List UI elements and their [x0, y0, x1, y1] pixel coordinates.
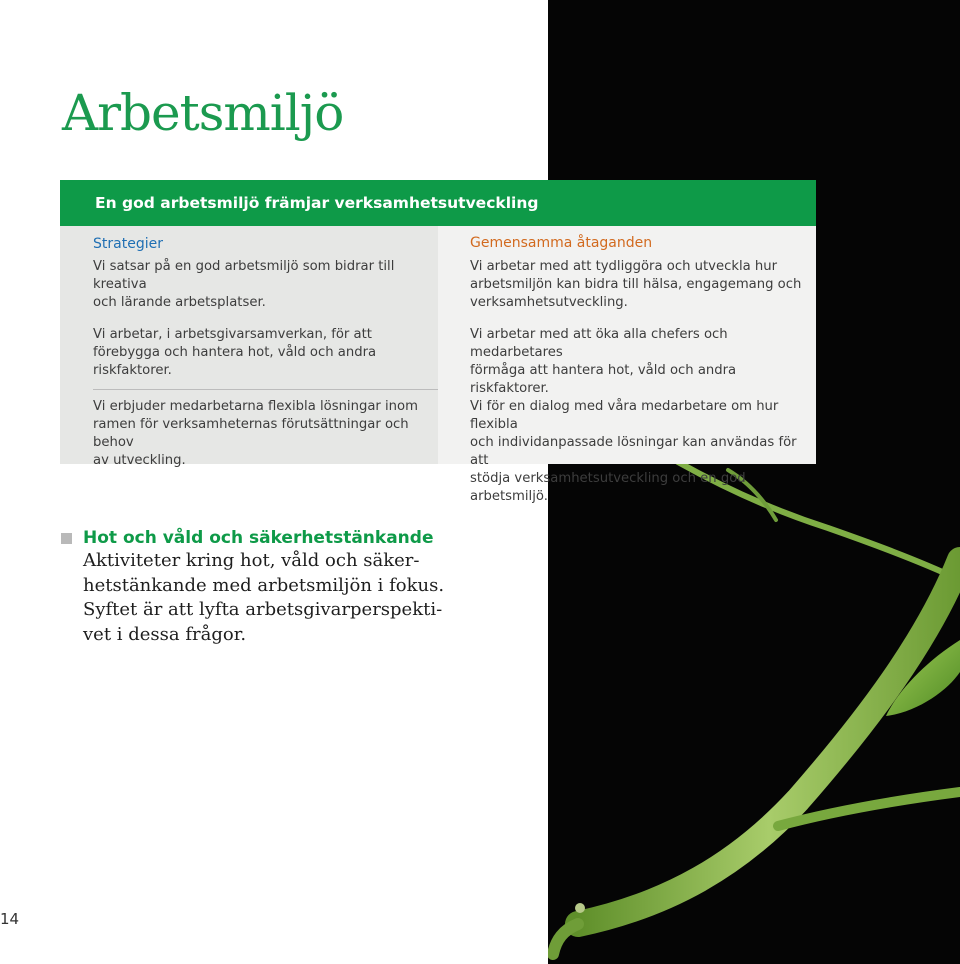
strategies-heading: Strategier: [93, 236, 163, 252]
section-body: Aktiviteter kring hot, våld och säker- hetstänkande med arbetsmiljön i fokus. Syftet är att lyfta arbetsgivarperspekti- vet i dessa frågor.: [83, 550, 445, 645]
commitments-heading: Gemensamma åtaganden: [470, 235, 653, 251]
page-number: 14: [0, 910, 20, 928]
commitments-column: [438, 226, 816, 504]
strategy-paragraph: Vi arbetar, i arbetsgivarsamverkan, för att förebygga och hantera hot, våld och andra riskfaktorer.: [93, 327, 377, 378]
bullet-square-icon: [61, 533, 72, 544]
section-heading: Hot och våld och säkerhetstänkande: [83, 528, 434, 548]
divider: [93, 389, 438, 390]
page-title: Arbetsmiljö: [62, 84, 344, 142]
commitment-paragraph: Vi arbetar med att öka alla chefers och medarbetares förmåga att hantera hot, våld och andra riskfaktorer.: [470, 327, 737, 396]
box-header: En god arbetsmiljö främjar verksamhetsutveckling: [60, 180, 816, 226]
strategies-column: [60, 226, 438, 468]
strategy-paragraph: Vi satsar på en god arbetsmiljö som bidrar till kreativa och lärande arbetsplatser.: [93, 259, 395, 310]
strategy-paragraph: Vi erbjuder medarbetarna flexibla lösningar inom ramen för verksamheternas förutsättningar och behov av utveckling.: [93, 399, 418, 468]
commitment-paragraph: Vi för en dialog med våra medarbetare om hur flexibla och individanpassade lösningar kan användas för att stödja verksamhetsutveckling och en god arbetsmiljö.: [470, 399, 797, 504]
commitment-paragraph: Vi arbetar med att tydliggöra och utveckla hur arbetsmiljön kan bidra till hälsa, engagemang och verksamhetsutveckling.: [470, 259, 802, 310]
strategy-box: [60, 180, 816, 504]
